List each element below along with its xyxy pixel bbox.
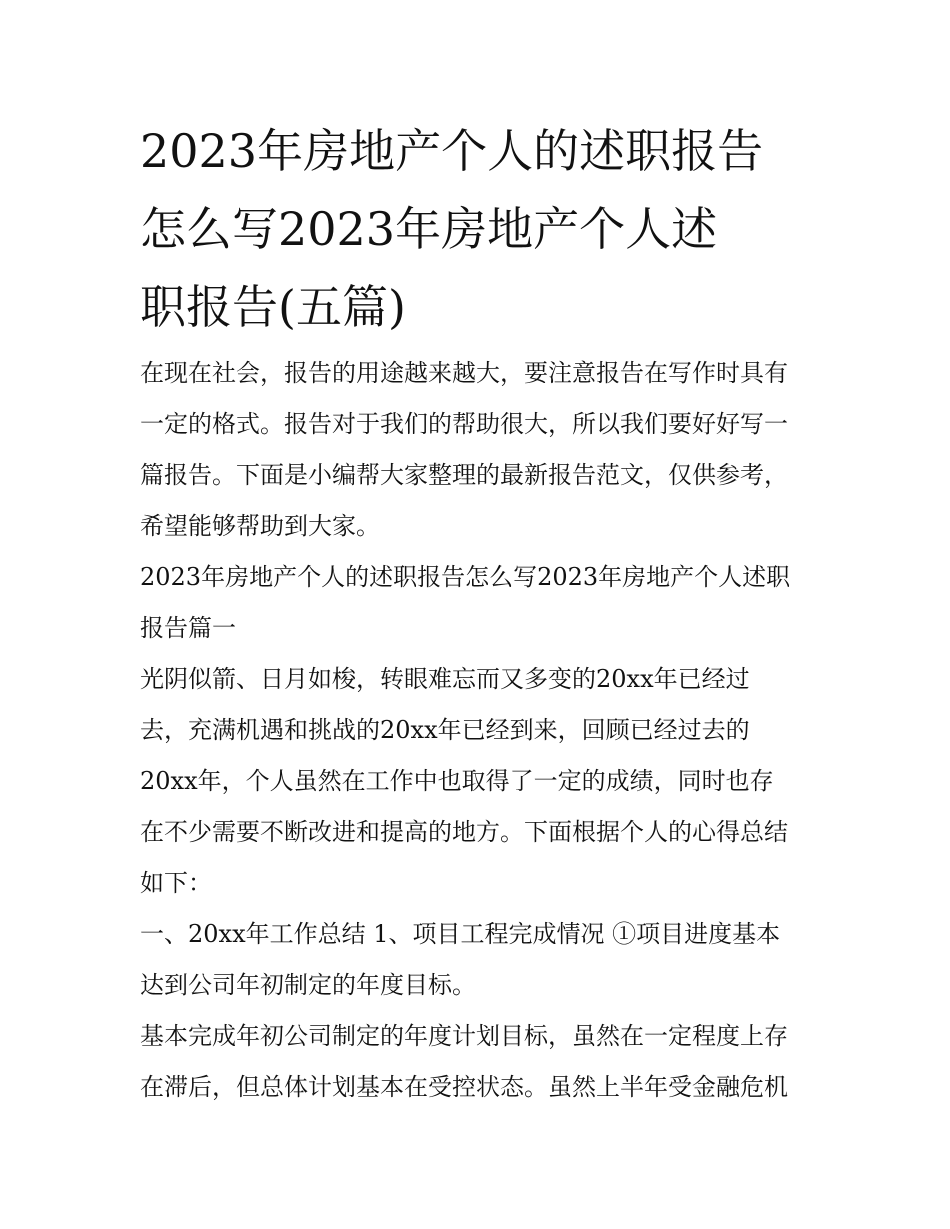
text-line-4: 希望能够帮助到大家。 <box>140 512 380 540</box>
title-line-1: 2023年房地产个人的述职报告 <box>140 124 764 178</box>
text-line-7: 光阴似箭、日月如梭，转眼难忘而又多变的20xx年已经过 <box>140 665 750 693</box>
title-line-2: 怎么写2023年房地产个人述 <box>140 202 718 256</box>
text-line-12: 一、20xx年工作总结 1、项目工程完成情况 ①项目进度基本 <box>140 920 781 948</box>
text-line-13: 达到公司年初制定的年度目标。 <box>140 971 476 999</box>
text-line-1: 在现在社会，报告的用途越来越大，要注意报告在写作时具有 <box>140 359 788 387</box>
text-line-10: 在不少需要不断改进和提高的地方。下面根据个人的心得总结 <box>140 818 788 846</box>
title-line-3: 职报告(五篇) <box>140 280 406 334</box>
text-line-14: 基本完成年初公司制定的年度计划目标，虽然在一定程度上存 <box>140 1022 788 1050</box>
text-line-3: 篇报告。下面是小编帮大家整理的最新报告范文，仅供参考， <box>140 461 788 489</box>
text-line-11: 如下： <box>140 869 212 897</box>
text-line-9: 20xx年，个人虽然在工作中也取得了一定的成绩，同时也存 <box>140 767 774 795</box>
document-body <box>140 112 816 1113</box>
text-line-15: 在滞后，但总体计划基本在受控状态。虽然上半年受金融危机 <box>140 1073 788 1101</box>
document-title <box>140 112 816 346</box>
text-line-6: 报告篇一 <box>140 614 236 642</box>
text-line-2: 一定的格式。报告对于我们的帮助很大，所以我们要好好写一 <box>140 410 788 438</box>
text-line-5: 2023年房地产个人的述职报告怎么写2023年房地产个人述职 <box>140 563 791 591</box>
text-line-8: 去，充满机遇和挑战的20xx年已经到来，回顾已经过去的 <box>140 716 750 744</box>
